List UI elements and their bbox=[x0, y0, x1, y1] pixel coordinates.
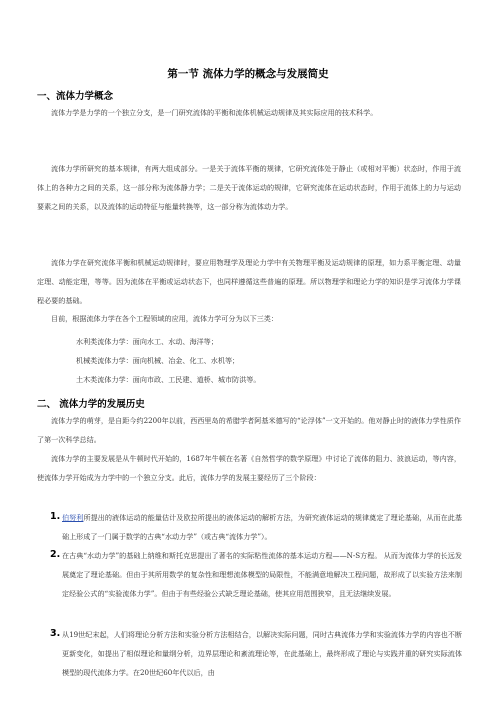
section2-paragraph-1: 流体力学的萌芽，是自距今约2200年以前，西西里岛的希腊学者阿基米德写的“论浮体”一文开始的。他对静止时的液体力学性质作了第一次科学总结。 bbox=[37, 416, 461, 444]
numbered-item-text: 在古典“水动力学”的基础上纳维和斯托克思提出了著名的实际粘性流体的基本运动方程——N-S方程。 从而为流体力学的长远发展奠定了理论基础。但由于其所用数学的复杂性和理想流体模型的局限性，不能满意地解决工程问题，故形成了以实验方法来制定经验公式的“实验流体力学”。但由于有些经验公式缺乏理论基础，使其应用范围狭窄，且无法继续发展。 bbox=[62, 551, 462, 599]
section2-heading: 二、 流体力学的发展历史 bbox=[37, 399, 145, 410]
numbered-item-text bbox=[62, 508, 462, 546]
section1-paragraph-2: 流体力学所研究的基本规律，有两大组成部分。一是关于流体平衡的规律，它研究流体处于静止（或相对平衡）状态时，作用于流体上的各种力之间的关系，这一部分称为流体静力学；二是关于流体运动的规律，它研究流体在运动状态时，作用于流体上的力与运动要素之间的关系，以及流体的运动特征与能量转换等，这一部分称为流体动力学。 bbox=[37, 164, 461, 211]
section1-paragraph-3: 流体力学在研究流体平衡和机械运动规律时，要应用物理学及理论力学中有关物理平衡及运动规律的原理，如力系平衡定理、动量定理、动能定理，等等。因为流体在平衡或运动状态下，也同样遵循这些普遍的原理。所以物理学和理论力学的知识是学习流体力学课程必要的基础。 bbox=[37, 258, 461, 305]
bernoulli-link[interactable]: 伯努利 bbox=[62, 513, 84, 522]
numbered-item-text: 从19世纪末起，人们将理论分析方法和实验分析方法相结合，以解决实际问题，同时古典流体力学和实验流体力学的内容也不断更新变化，如提出了相似理论和量纲分析，边界层理论和紊流理论等，在此基础上，最终形成了理论与实践并重的研究实际流体模型的现代流体力学。在20世纪60年代以后，由 bbox=[62, 630, 462, 678]
list-item: 水利类流体力学：面向水工、水动、海洋等； bbox=[76, 337, 218, 346]
numbered-item-marker: 3. bbox=[50, 628, 61, 639]
section1-paragraph-4: 目前，根据流体力学在各个工程领域的应用，流体力学可分为以下三类： bbox=[51, 314, 278, 323]
section2-paragraph-2: 流体力学的主要发展是从牛顿时代开始的，1687年牛顿在名著《自然哲学的数学原理》中讨论了流体的阻力、波浪运动，等内容，使流体力学开始成为力学中的一个独立分支。此后，流体力学的发展主要经历了三个阶段： bbox=[37, 454, 461, 482]
numbered-item-body: 所提出的液体运动的能量估计及欧拉所提出的液体运动的解析方法，为研究液体运动的规律奠定了理论基础，从而在此基础上形成了一门属于数学的古典“水动力学”（或古典“流体力学”）。 bbox=[62, 513, 463, 542]
section1-paragraph-1: 流体力学是力学的一个独立分支，是一门研究流体的平衡和流体机械运动规律及其实际应用的技术科学。 bbox=[51, 108, 378, 117]
numbered-item-marker: 1. bbox=[50, 511, 61, 522]
section1-heading: 一、流体力学概念 bbox=[37, 91, 114, 102]
numbered-item-marker: 2. bbox=[50, 549, 61, 560]
page-title: 第一节 流体力学的概念与发展简史 bbox=[167, 68, 329, 80]
list-item: 机械类流体力学：面向机械、冶金、化工、水机等； bbox=[76, 356, 240, 365]
list-item: 土木类流体力学：面向市政、工民建、道桥、城市防洪等。 bbox=[76, 375, 261, 384]
